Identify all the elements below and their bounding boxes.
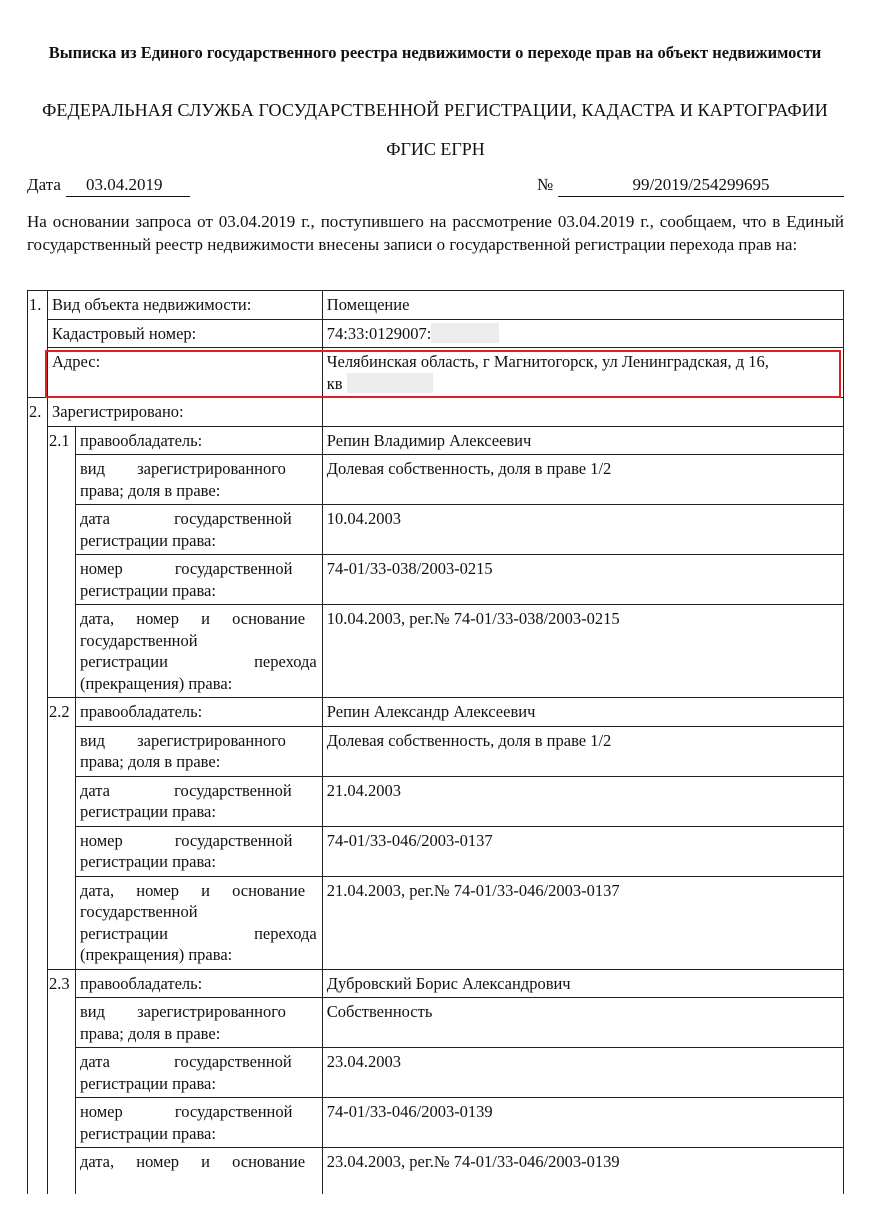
table-row xyxy=(28,726,844,776)
table-row xyxy=(28,455,844,505)
reg-date-label xyxy=(75,776,322,826)
holder-label: правообладатель: xyxy=(75,698,322,727)
label-line: номер государственной xyxy=(79,559,293,578)
label-line: (прекращения) права: xyxy=(79,673,233,693)
transfer-value: 10.04.2003, рег.№ 74-01/33-038/2003-0215 xyxy=(322,605,843,698)
reg-num-label xyxy=(75,826,322,876)
holder-label: правообладатель: xyxy=(75,969,322,998)
reg-date-label xyxy=(75,505,322,555)
transfer-label xyxy=(75,1148,322,1195)
label-line: номер государственной xyxy=(79,830,293,850)
label-line: вид зарегистрированного xyxy=(79,1002,286,1021)
holder-label: правообладатель: xyxy=(75,426,322,455)
reg-date-value: 21.04.2003 xyxy=(322,776,843,826)
label-line: регистрации права: xyxy=(79,580,216,600)
holder-value: Репин Владимир Алексеевич xyxy=(322,426,843,455)
right-type-value: Долевая собственность, доля в праве 1/2 xyxy=(322,455,843,505)
table-row xyxy=(28,776,844,826)
owner-number: 2.3 xyxy=(47,969,75,1194)
table-row xyxy=(28,998,844,1048)
table-row xyxy=(28,291,844,320)
reg-date-label xyxy=(75,1048,322,1098)
address-highlight-box xyxy=(45,350,841,398)
table-row xyxy=(28,698,844,727)
section-spacer xyxy=(28,426,48,698)
label-line: дата, номер и основание xyxy=(79,1152,306,1171)
reg-num-label xyxy=(75,555,322,605)
label-line: государственной xyxy=(79,902,198,921)
label-line: государственной xyxy=(79,630,198,650)
label-line: регистрации права: xyxy=(79,802,216,821)
owner-number: 2.1 xyxy=(47,426,75,698)
table-row xyxy=(28,1098,844,1148)
label-line: регистрации права: xyxy=(79,1123,216,1143)
label-line: дата государственной xyxy=(79,509,292,528)
right-type-value: Долевая собственность, доля в праве 1/2 xyxy=(322,726,843,776)
label-line: номер государственной xyxy=(79,1102,293,1121)
label-line: вид зарегистрированного xyxy=(79,730,286,750)
right-type-label xyxy=(75,998,322,1048)
label-line: регистрации права: xyxy=(79,530,216,550)
redaction-block xyxy=(431,323,499,343)
date-label: Дата xyxy=(27,175,61,194)
address-label: Адрес: xyxy=(47,348,322,398)
label-line: регистрации права: xyxy=(79,852,216,871)
address-value-line1: Челябинская область, г Магнитогорск, ул Ленинградская, д 16, xyxy=(326,352,769,371)
section-spacer xyxy=(28,698,48,970)
number-label: № xyxy=(537,175,554,194)
label-line: дата государственной xyxy=(79,780,292,800)
object-type-value: Помещение xyxy=(322,291,843,320)
document-title: Выписка из Единого государственного реестра недвижимости о переходе прав на объект недвижимости xyxy=(48,43,822,62)
reg-num-value: 74-01/33-046/2003-0139 xyxy=(322,1098,843,1148)
transfer-label xyxy=(75,876,322,969)
label-line: права; доля в праве: xyxy=(79,480,221,500)
intro-paragraph: На основании запроса от 03.04.2019 г., поступившего на рассмотрение 03.04.2019 г., сообщаем, что в Единый государственный реестр недвижимости внесены записи о государственной регистрации перехода прав на: xyxy=(27,212,844,254)
reg-date-value: 10.04.2003 xyxy=(322,505,843,555)
table-row xyxy=(28,426,844,455)
holder-value: Дубровский Борис Александрович xyxy=(322,969,843,998)
holder-value: Репин Александр Алексеевич xyxy=(322,698,843,727)
section-spacer xyxy=(28,969,48,1194)
table-row xyxy=(28,876,844,969)
table-row xyxy=(28,505,844,555)
table-row xyxy=(28,969,844,998)
transfer-value: 21.04.2003, рег.№ 74-01/33-046/2003-0137 xyxy=(322,876,843,969)
section-number: 1. xyxy=(28,291,48,398)
table-row xyxy=(28,319,844,348)
section-number: 2. xyxy=(28,398,48,427)
label-line: права; доля в праве: xyxy=(79,752,221,771)
right-type-value: Собственность xyxy=(322,998,843,1048)
reg-num-label xyxy=(75,1098,322,1148)
transfer-label xyxy=(75,605,322,698)
cadastral-value: 74:33:0129007: xyxy=(326,323,432,343)
label-line: права; доля в праве: xyxy=(79,1023,221,1043)
label-line: регистрации права: xyxy=(79,1073,216,1093)
cadastral-label: Кадастровый номер: xyxy=(47,319,322,348)
table-row xyxy=(28,555,844,605)
table-row xyxy=(28,1148,844,1195)
table-row xyxy=(28,605,844,698)
owner-number: 2.2 xyxy=(47,698,75,970)
empty-cell xyxy=(322,398,843,427)
object-type-label: Вид объекта недвижимости: xyxy=(47,291,322,320)
table-row xyxy=(28,826,844,876)
reg-num-value: 74-01/33-038/2003-0215 xyxy=(322,555,843,605)
label-line: дата государственной xyxy=(79,1052,292,1071)
right-type-label xyxy=(75,455,322,505)
right-type-label xyxy=(75,726,322,776)
label-line: дата, номер и основание xyxy=(79,880,306,900)
agency-name: ФЕДЕРАЛЬНАЯ СЛУЖБА ГОСУДАРСТВЕННОЙ РЕГИСТРАЦИИ, КАДАСТРА И КАРТОГРАФИИ xyxy=(42,100,828,120)
reg-num-value: 74-01/33-046/2003-0137 xyxy=(322,826,843,876)
reg-date-value: 23.04.2003 xyxy=(322,1048,843,1098)
label-line: регистрации перехода xyxy=(79,652,317,671)
transfer-value: 23.04.2003, рег.№ 74-01/33-046/2003-0139 xyxy=(322,1148,843,1195)
registered-label: Зарегистрировано: xyxy=(47,398,322,427)
label-line: дата, номер и основание xyxy=(79,609,306,628)
cadastral-value-cell xyxy=(322,319,843,348)
date-value: 03.04.2019 xyxy=(66,174,190,197)
address-value-line2: кв xyxy=(326,373,343,393)
number-value: 99/2019/254299695 xyxy=(558,174,844,197)
table-row xyxy=(28,398,844,427)
table-row xyxy=(28,1048,844,1098)
rights-table xyxy=(27,290,844,1194)
label-line: регистрации перехода xyxy=(79,923,317,943)
label-line: (прекращения) права: xyxy=(79,945,233,964)
system-name: ФГИС ЕГРН xyxy=(386,139,485,159)
label-line: вид зарегистрированного xyxy=(79,459,286,478)
